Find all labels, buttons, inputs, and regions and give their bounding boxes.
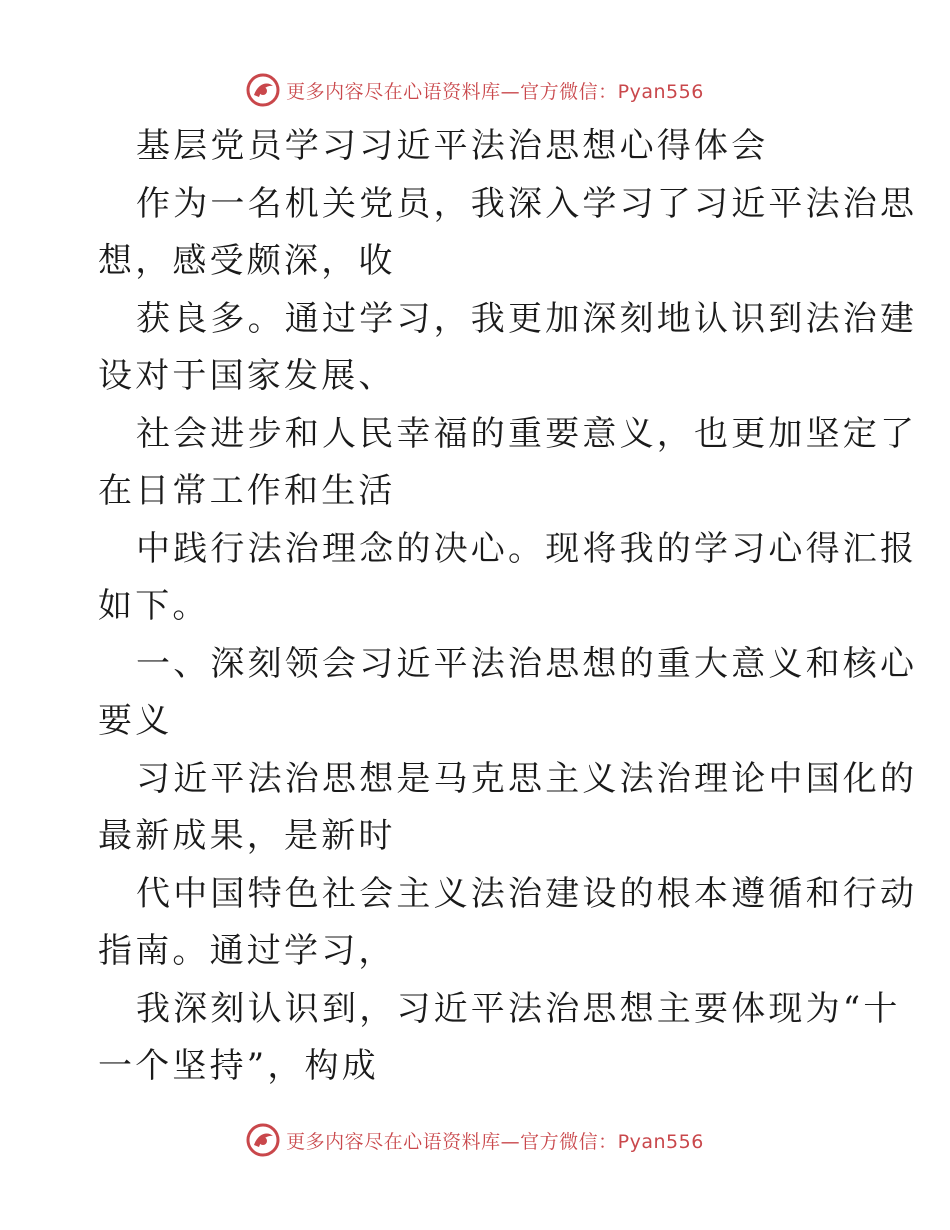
red-swirl-logo-icon	[246, 1123, 280, 1157]
text-line: 指南。通过学习，	[98, 931, 396, 971]
header-banner-text: 更多内容尽在心语资料库—官方微信：Pyan556	[286, 80, 704, 103]
red-swirl-logo-icon	[246, 73, 280, 107]
text-line: 习近平法治思想是马克思主义法治理论中国化的	[136, 758, 918, 799]
text-line: 最新成果，是新时	[98, 816, 396, 856]
text-line: 作为一名机关党员，我深入学习了习近平法治思	[136, 183, 918, 224]
text-line: 在日常工作和生活	[98, 471, 396, 511]
header-banner	[0, 70, 950, 110]
document-body	[98, 118, 918, 1096]
document-title: 基层党员学习习近平法治思想心得体会	[136, 126, 769, 166]
text-line: 如下。	[98, 586, 210, 626]
text-line: 中践行法治理念的决心。现将我的学习心得汇报	[136, 528, 918, 569]
text-line: 设对于国家发展、	[98, 356, 396, 396]
text-line: 我深刻认识到，习近平法治思想主要体现为“十	[136, 988, 901, 1029]
text-line: 获良多。通过学习，我更加深刻地认识到法治建	[136, 298, 918, 339]
footer-banner-text: 更多内容尽在心语资料库—官方微信：Pyan556	[286, 1130, 704, 1153]
text-line: 代中国特色社会主义法治建设的根本遵循和行动	[136, 873, 918, 914]
text-line: 社会进步和人民幸福的重要意义，也更加坚定了	[136, 413, 918, 454]
text-line: 一个坚持”，构成	[98, 1046, 379, 1086]
section-heading-line: 一、深刻领会习近平法治思想的重大意义和核心	[136, 643, 918, 684]
text-line: 想，感受颇深，收	[98, 241, 396, 281]
footer-banner	[0, 1120, 950, 1160]
section-heading-line: 要义	[98, 701, 173, 741]
